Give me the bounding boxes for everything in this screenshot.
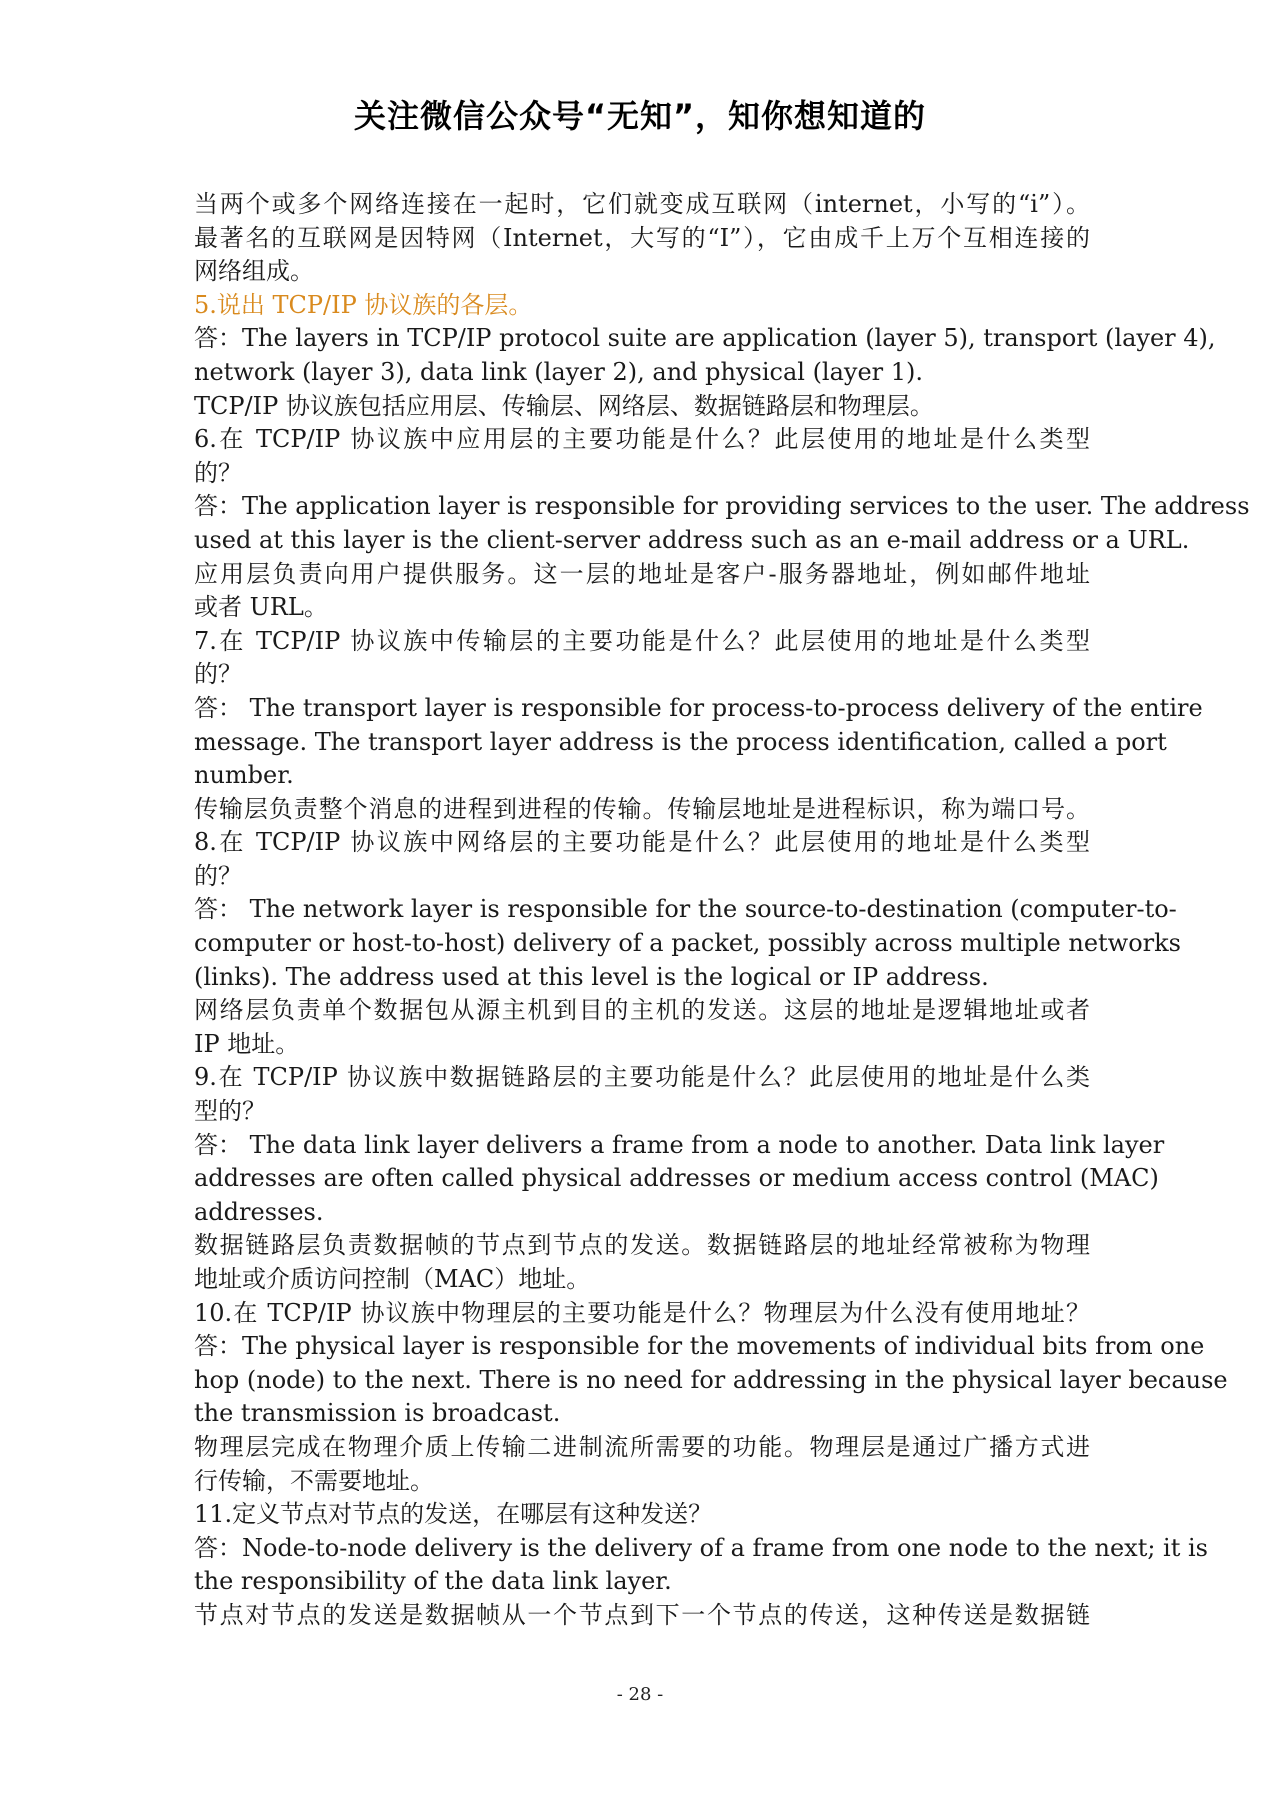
text-line: 行传输，不需要地址。 bbox=[194, 1466, 434, 1495]
text-line: addresses. bbox=[194, 1197, 324, 1226]
text-line: 当两个或多个网络连接在一起时，它们就变成互联网（internet，小写的“i”）。 bbox=[194, 190, 1090, 218]
text-line: 或者 URL。 bbox=[194, 593, 328, 622]
text-line: 网络层负责单个数据包从源主机到目的主机的发送。这层的地址是逻辑地址或者 bbox=[194, 996, 1090, 1025]
text-line: IP 地址。 bbox=[194, 1029, 300, 1058]
text-line: 的？ bbox=[194, 458, 242, 487]
text-line: 6.在 TCP/IP 协议族中应用层的主要功能是什么？此层使用的地址是什么类型 bbox=[194, 425, 1090, 454]
text-line: addresses are often called physical addresses or medium access control (MAC) bbox=[194, 1164, 1159, 1193]
text-line: 的？ bbox=[194, 861, 242, 890]
text-line: 答：The layers in TCP/IP protocol suite are application (layer 5), transport (layer 4), bbox=[194, 324, 1216, 353]
text-line: 传输层负责整个消息的进程到进程的传输。传输层地址是进程标识，称为端口号。 bbox=[194, 794, 1090, 823]
text-line: 10.在 TCP/IP 协议族中物理层的主要功能是什么？物理层为什么没有使用地址？ bbox=[194, 1298, 1090, 1327]
text-line: 答： The data link layer delivers a frame from a node to another. Data link layer bbox=[194, 1130, 1165, 1159]
text-line: 答：Node-to-node delivery is the delivery of a frame from one node to the next; it is bbox=[194, 1533, 1208, 1562]
page-number: - 28 - bbox=[616, 1684, 664, 1705]
text-line: TCP/IP 协议族包括应用层、传输层、网络层、数据链路层和物理层。 bbox=[194, 391, 934, 420]
text-line: the responsibility of the data link layer. bbox=[194, 1567, 672, 1596]
text-line: 7.在 TCP/IP 协议族中传输层的主要功能是什么？此层使用的地址是什么类型 bbox=[194, 626, 1090, 655]
text-line: 答： The transport layer is responsible for process-to-process delivery of the entire bbox=[194, 693, 1203, 722]
text-line: used at this layer is the client-server address such as an e-mail address or a URL. bbox=[194, 525, 1190, 554]
text-line: 最著名的互联网是因特网（Internet，大写的“I”），它由成千上万个互相连接的 bbox=[194, 223, 1090, 252]
text-line: message. The transport layer address is the process identification, called a port bbox=[194, 727, 1167, 756]
document-body bbox=[194, 188, 1250, 1633]
text-line: hop (node) to the next. There is no need for addressing in the physical layer because bbox=[194, 1365, 1228, 1394]
text-line: number. bbox=[194, 761, 294, 790]
text-line: 节点对节点的发送是数据帧从一个节点到下一个节点的传送，这种传送是数据链 bbox=[194, 1600, 1090, 1629]
text-line: 应用层负责向用户提供服务。这一层的地址是客户-服务器地址，例如邮件地址 bbox=[194, 559, 1090, 588]
text-line: 网络组成。 bbox=[194, 257, 314, 286]
text-line: 答：The application layer is responsible for providing services to the user. The address bbox=[194, 492, 1250, 521]
page-header-title: 关注微信公众号“无知”，知你想知道的 bbox=[353, 97, 927, 135]
text-line: 答：The physical layer is responsible for the movements of individual bits from one bbox=[194, 1332, 1205, 1361]
text-line: 8.在 TCP/IP 协议族中网络层的主要功能是什么？此层使用的地址是什么类型 bbox=[194, 828, 1090, 857]
text-line: 11.定义节点对节点的发送，在哪层有这种发送？ bbox=[194, 1500, 713, 1529]
text-line: (links). The address used at this level is the logical or IP address. bbox=[194, 962, 989, 991]
text-line: the transmission is broadcast. bbox=[194, 1399, 561, 1428]
text-line: 地址或介质访问控制（MAC）地址。 bbox=[194, 1265, 591, 1293]
text-line: computer or host-to-host) delivery of a packet, possibly across multiple networks bbox=[194, 929, 1181, 958]
text-line: network (layer 3), data link (layer 2), and physical (layer 1). bbox=[194, 357, 924, 386]
text-line: 数据链路层负责数据帧的节点到节点的发送。数据链路层的地址经常被称为物理 bbox=[194, 1231, 1090, 1260]
text-line: 物理层完成在物理介质上传输二进制流所需要的功能。物理层是通过广播方式进 bbox=[194, 1432, 1090, 1461]
text-line: 答： The network layer is responsible for the source-to-destination (computer-to- bbox=[194, 895, 1177, 924]
text-line: 9.在 TCP/IP 协议族中数据链路层的主要功能是什么？此层使用的地址是什么类 bbox=[194, 1063, 1090, 1092]
text-line: 型的？ bbox=[194, 1097, 266, 1126]
section-question-heading: 5.说出 TCP/IP 协议族的各层。 bbox=[194, 290, 533, 319]
text-line: 的？ bbox=[194, 660, 242, 689]
